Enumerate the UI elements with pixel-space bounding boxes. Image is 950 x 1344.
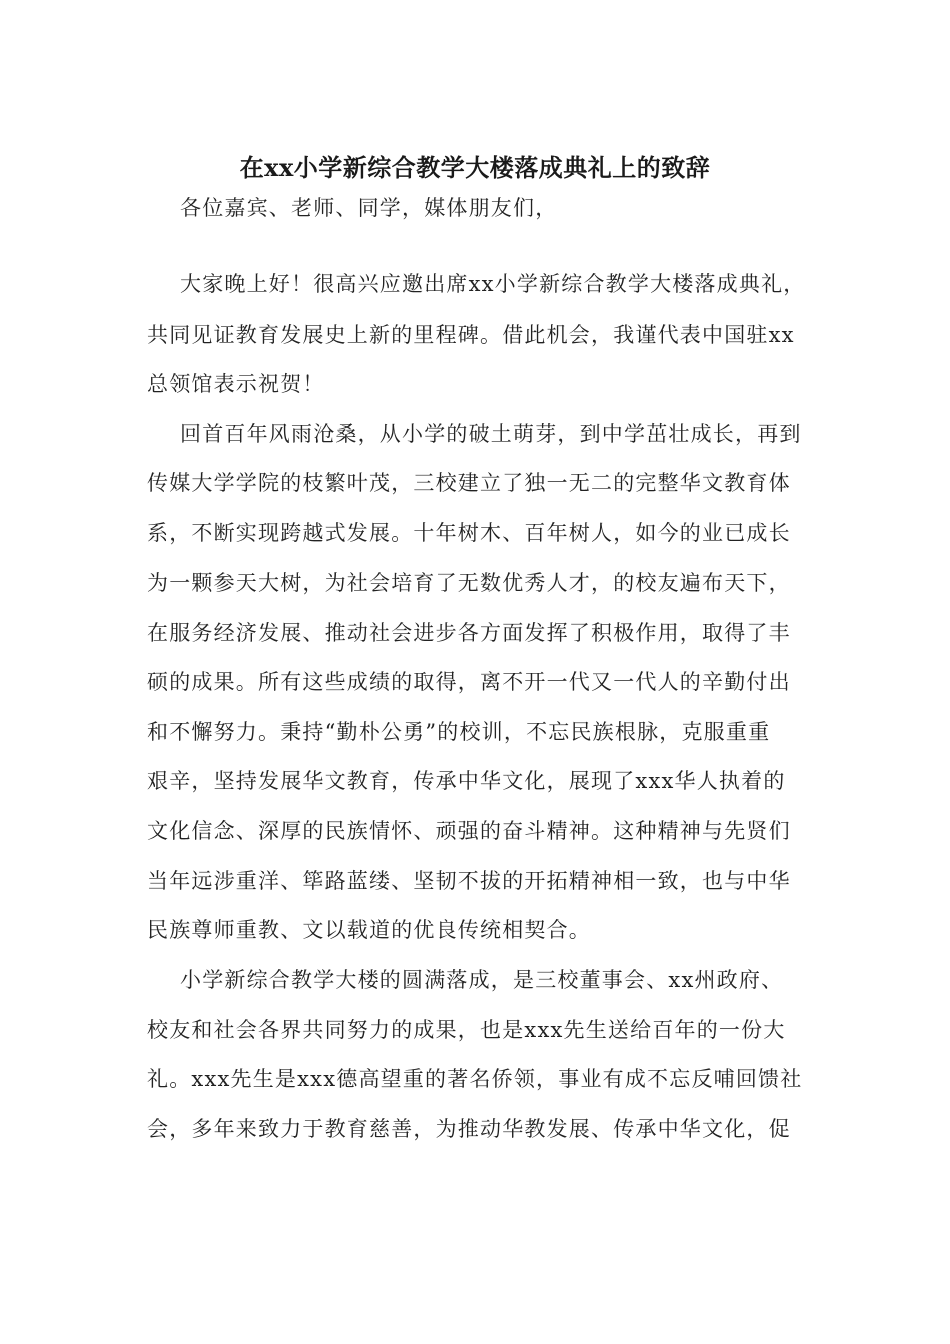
paragraph-line: 艰辛，坚持发展华文教育，传承中华文化，展现了xxx华人执着的: [147, 769, 786, 793]
paragraph-line: 共同见证教育发展史上新的里程碑。借此机会，我谨代表中国驻xx: [147, 323, 795, 347]
paragraph-line: 校友和社会各界共同努力的成果，也是xxx先生送给百年的一份大: [147, 1018, 786, 1042]
paragraph-line: 小学新综合教学大楼的圆满落成，是三校董事会、xx州政府、: [180, 968, 784, 992]
paragraph-line: 传媒大学学院的枝繁叶茂，三校建立了独一无二的完整华文教育体: [147, 471, 791, 495]
paragraph-line: 和不懈努力。秉持“勤朴公勇”的校训，不忘民族根脉，克服重重: [147, 720, 771, 744]
paragraph-line: 为一颗参天大树，为社会培育了无数优秀人才，的校友遍布天下，: [147, 571, 791, 595]
paragraph-line: 当年远涉重洋、筚路蓝缕、坚韧不拔的开拓精神相一致，也与中华: [147, 869, 791, 893]
paragraph-line: 在服务经济发展、推动社会进步各方面发挥了积极作用，取得了丰: [147, 621, 791, 645]
paragraph-line: 文化信念、深厚的民族情怀、顽强的奋斗精神。这种精神与先贤们: [147, 819, 791, 843]
paragraph-line: 礼。xxx先生是xxx德高望重的著名侨领，事业有成不忘反哺回馈社: [147, 1067, 803, 1091]
paragraph-line: 硕的成果。所有这些成绩的取得，离不开一代又一代人的辛勤付出: [147, 670, 791, 694]
paragraph-line: 回首百年风雨沧桑，从小学的破土萌芽，到中学茁壮成长，再到: [180, 422, 802, 446]
paragraph-line: 大家晚上好！很高兴应邀出席xx小学新综合教学大楼落成典礼，: [180, 272, 806, 296]
paragraph-line: 会，多年来致力于教育慈善，为推动华教发展、传承中华文化，促: [147, 1117, 791, 1141]
salutation-line: 各位嘉宾、老师、同学，媒体朋友们，: [180, 196, 558, 220]
paragraph-line: 系，不断实现跨越式发展。十年树木、百年树人，如今的业已成长: [147, 521, 791, 545]
paragraph-line: 总领馆表示祝贺！: [147, 372, 325, 396]
document-title: 在xx小学新综合教学大楼落成典礼上的致辞: [239, 153, 711, 182]
paragraph-line: 民族尊师重教、文以载道的优良传统相契合。: [147, 918, 591, 942]
